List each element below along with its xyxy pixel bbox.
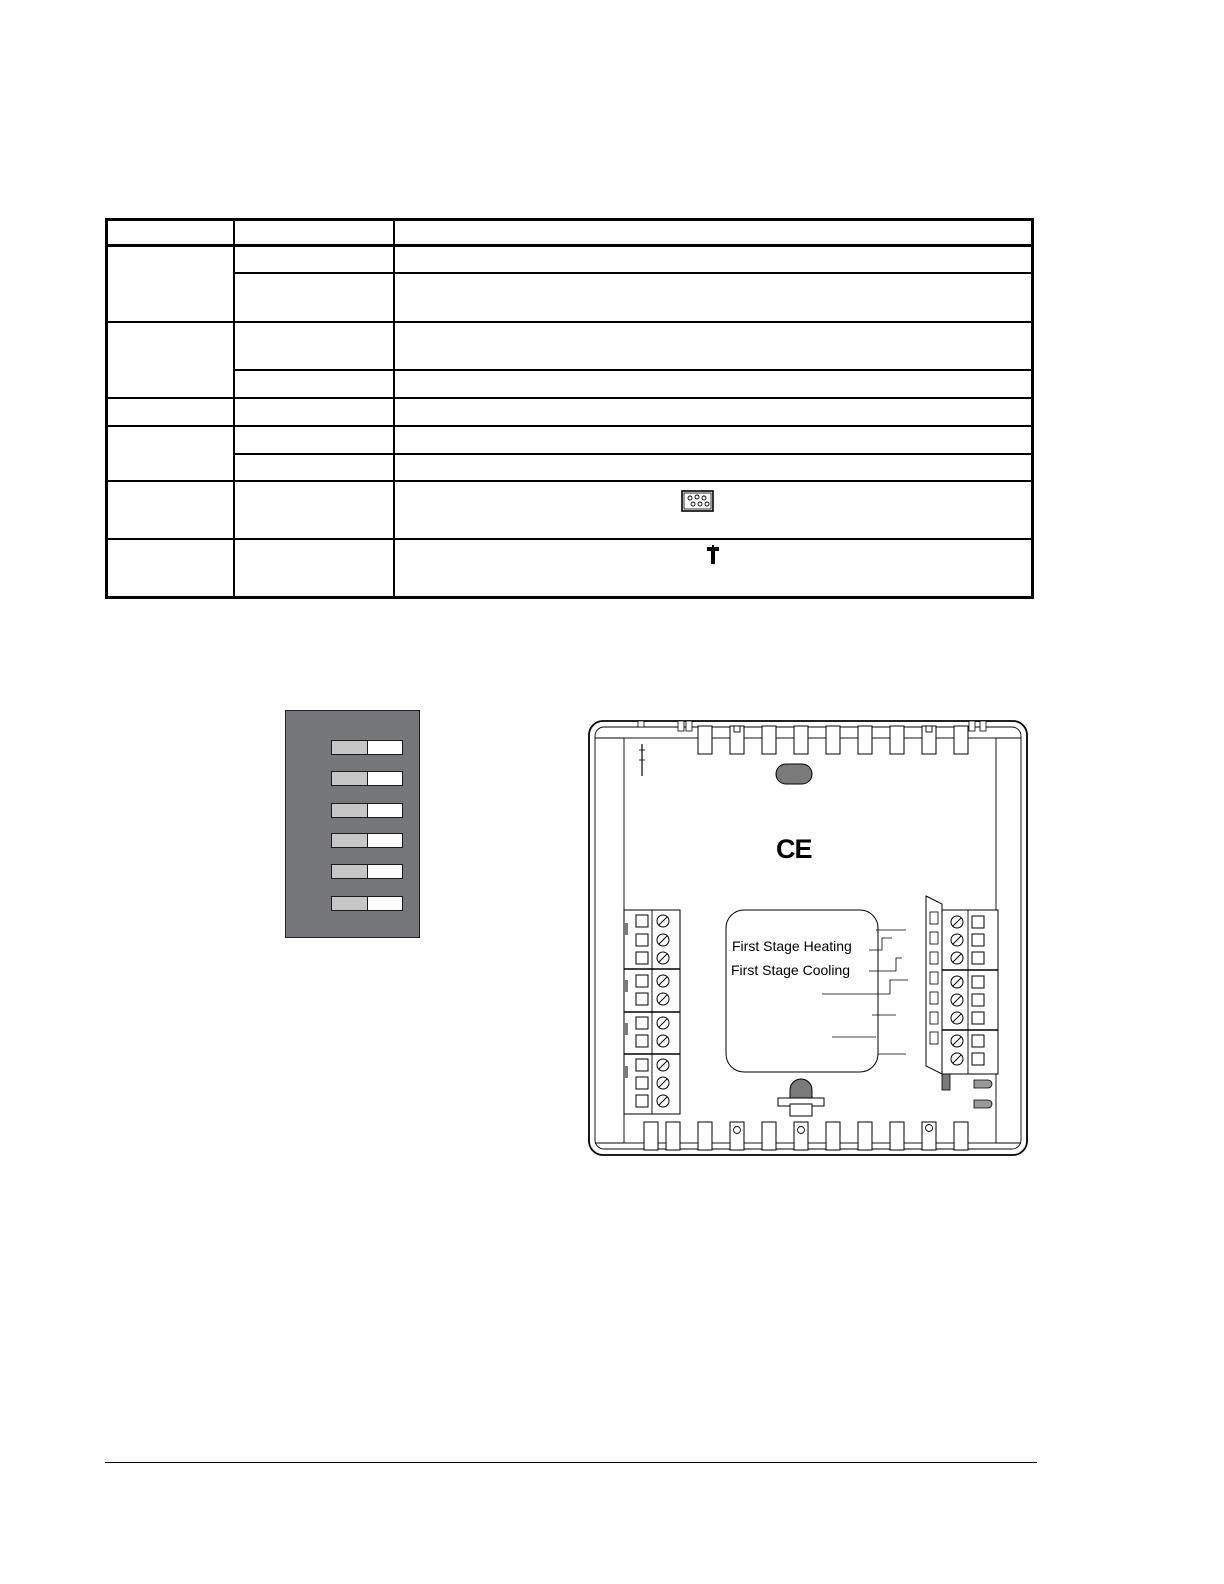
table-cell <box>234 398 394 425</box>
table-cell <box>234 454 394 481</box>
table-header-row <box>107 220 1033 246</box>
table-cell <box>394 273 1033 322</box>
table-row <box>107 539 1033 597</box>
table-cell <box>394 454 1033 481</box>
table-cell <box>107 322 235 398</box>
fan-grille-icon <box>681 490 714 512</box>
header-cell <box>234 220 394 246</box>
table-cell <box>234 246 394 273</box>
table-row <box>107 454 1033 481</box>
ce-mark: CE <box>776 834 812 864</box>
table-row <box>107 370 1033 398</box>
table-cell <box>394 398 1033 425</box>
header-cell <box>394 220 1033 246</box>
table-row <box>107 273 1033 322</box>
table-cell <box>234 426 394 454</box>
header-cell <box>107 220 235 246</box>
table-cell <box>234 273 394 322</box>
dip-switch-block <box>285 710 420 938</box>
dip-switch[interactable] <box>331 864 403 879</box>
dip-switch[interactable] <box>331 803 403 818</box>
table-cell <box>394 322 1033 370</box>
label-first-stage-cooling: First Stage Cooling <box>731 962 851 978</box>
table-cell <box>234 322 394 370</box>
table-cell <box>234 481 394 539</box>
dip-switch[interactable] <box>331 833 403 848</box>
table-cell <box>394 370 1033 398</box>
label-first-stage-heating: First Stage Heating <box>732 938 852 954</box>
table-cell <box>394 246 1033 273</box>
dip-switch[interactable] <box>331 740 403 755</box>
table-cell <box>394 539 1033 597</box>
settings-table <box>105 218 1034 599</box>
wrench-icon <box>706 545 720 565</box>
table-cell <box>107 398 235 425</box>
table-cell <box>107 539 235 597</box>
table-cell <box>107 426 235 481</box>
table-row <box>107 426 1033 454</box>
dip-switch[interactable] <box>331 771 403 786</box>
table-row <box>107 246 1033 273</box>
table-cell <box>394 426 1033 454</box>
table-cell <box>234 539 394 597</box>
dip-switch[interactable] <box>331 896 403 911</box>
table-row <box>107 322 1033 370</box>
table-row <box>107 481 1033 539</box>
wiring-base-diagram <box>586 718 1030 1158</box>
footer-rule <box>105 1462 1037 1463</box>
table-cell <box>107 246 235 322</box>
table-cell <box>107 481 235 539</box>
table-cell <box>234 370 394 398</box>
table-cell <box>394 481 1033 539</box>
table-row <box>107 398 1033 425</box>
